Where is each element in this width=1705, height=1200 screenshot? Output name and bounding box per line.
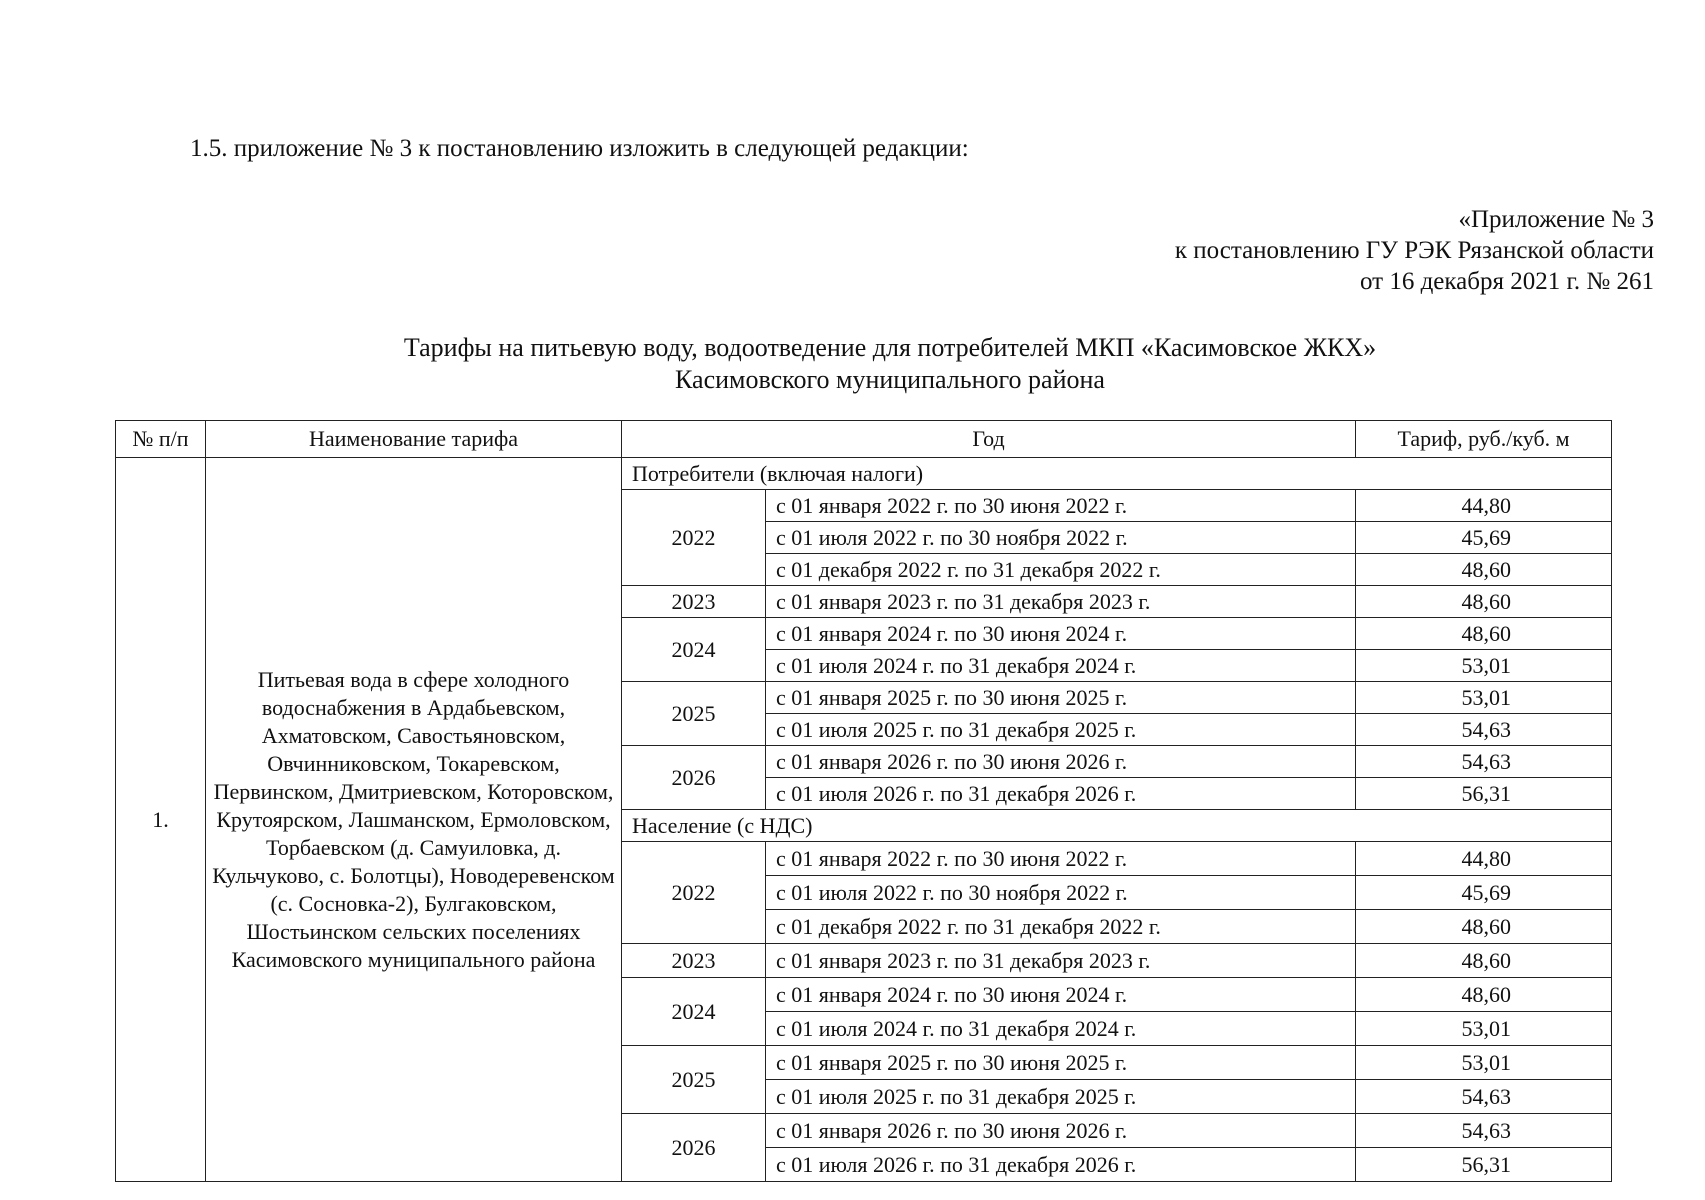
table-header-row: [116, 421, 1612, 458]
period-cell: с 01 июля 2026 г. по 31 декабря 2026 г.: [766, 778, 1356, 810]
tariff-value-cell: 48,60: [1356, 618, 1612, 650]
year-cell: 2024: [622, 978, 766, 1046]
appendix-line-2: к постановлению ГУ РЭК Рязанской области: [1174, 237, 1654, 264]
period-cell: с 01 января 2022 г. по 30 июня 2022 г.: [766, 490, 1356, 522]
year-cell: 2022: [622, 490, 766, 586]
period-cell: с 01 января 2025 г. по 30 июня 2025 г.: [766, 682, 1356, 714]
consumer-group-label: Потребители (включая налоги): [622, 458, 1612, 490]
tariff-value-cell: 44,80: [1356, 490, 1612, 522]
header-name: Наименование тарифа: [206, 421, 622, 458]
year-cell: 2022: [622, 842, 766, 944]
tariff-value-cell: 48,60: [1356, 586, 1612, 618]
tariff-value-cell: 53,01: [1356, 1046, 1612, 1080]
tariff-value-cell: 45,69: [1356, 876, 1612, 910]
period-cell: с 01 января 2024 г. по 30 июня 2024 г.: [766, 618, 1356, 650]
period-cell: с 01 января 2026 г. по 30 июня 2026 г.: [766, 746, 1356, 778]
header-tariff: Тариф, руб./куб. м: [1356, 421, 1612, 458]
tariff-value-cell: 56,31: [1356, 1148, 1612, 1182]
table-body: [116, 458, 1612, 1182]
period-cell: с 01 января 2026 г. по 30 июня 2026 г.: [766, 1114, 1356, 1148]
period-cell: с 01 января 2024 г. по 30 июня 2024 г.: [766, 978, 1356, 1012]
tariff-value-cell: 54,63: [1356, 1114, 1612, 1148]
year-cell: 2024: [622, 618, 766, 682]
appendix-line-1: «Приложение № 3: [1458, 206, 1654, 233]
period-cell: с 01 января 2022 г. по 30 июня 2022 г.: [766, 842, 1356, 876]
year-cell: 2023: [622, 586, 766, 618]
header-num: № п/п: [116, 421, 206, 458]
tariff-value-cell: 54,63: [1356, 746, 1612, 778]
tariff-name: Питьевая вода в сфере холодного водоснабжения в Ардабьевском, Ахматовском, Савостьяновском, Овчинниковском, Токаревском, Первинском, Дмитриевском, Которовском, Крутоярском, Лашманском, Ермоловском, Торбаевском (д. Самуиловка, д. Кульчуково, с. Болотцы), Новодеревенском (с. Сосновка-2), Булгаковском, Шостьинском сельских поселениях Касимовского муниципального района: [206, 458, 622, 1182]
header-year: Год: [622, 421, 1356, 458]
year-cell: 2026: [622, 1114, 766, 1182]
tariff-table: [115, 420, 1612, 1182]
appendix-reference: [1175, 204, 1654, 297]
consumer-group-label: Население (с НДС): [622, 810, 1612, 842]
tariff-value-cell: 53,01: [1356, 1012, 1612, 1046]
tariff-value-cell: 48,60: [1356, 910, 1612, 944]
tariff-value-cell: 48,60: [1356, 978, 1612, 1012]
tariff-value-cell: 44,80: [1356, 842, 1612, 876]
title-line-2: Касимовского муниципального района: [675, 365, 1105, 394]
group-header-row: [116, 458, 1612, 490]
tariff-value-cell: 53,01: [1356, 650, 1612, 682]
title-line-1: Тарифы на питьевую воду, водоотведение для потребителей МКП «Касимовское ЖКХ»: [403, 333, 1377, 362]
tariff-value-cell: 53,01: [1356, 682, 1612, 714]
tariff-value-cell: 48,60: [1356, 944, 1612, 978]
tariff-value-cell: 48,60: [1356, 554, 1612, 586]
year-cell: 2025: [622, 1046, 766, 1114]
period-cell: с 01 июля 2025 г. по 31 декабря 2025 г.: [766, 714, 1356, 746]
period-cell: с 01 июля 2024 г. по 31 декабря 2024 г.: [766, 650, 1356, 682]
period-cell: с 01 июля 2026 г. по 31 декабря 2026 г.: [766, 1148, 1356, 1182]
tariff-value-cell: 54,63: [1356, 1080, 1612, 1114]
period-cell: с 01 декабря 2022 г. по 31 декабря 2022 г.: [766, 910, 1356, 944]
year-cell: 2026: [622, 746, 766, 810]
period-cell: с 01 января 2023 г. по 31 декабря 2023 г.: [766, 586, 1356, 618]
period-cell: с 01 июля 2022 г. по 30 ноября 2022 г.: [766, 876, 1356, 910]
period-cell: с 01 декабря 2022 г. по 31 декабря 2022 г.: [766, 554, 1356, 586]
year-cell: 2025: [622, 682, 766, 746]
tariff-value-cell: 56,31: [1356, 778, 1612, 810]
period-cell: с 01 июля 2025 г. по 31 декабря 2025 г.: [766, 1080, 1356, 1114]
row-number: 1.: [116, 458, 206, 1182]
document-title: [0, 332, 1705, 396]
period-cell: с 01 января 2023 г. по 31 декабря 2023 г.: [766, 944, 1356, 978]
appendix-line-3: от 16 декабря 2021 г. № 261: [1359, 268, 1654, 295]
period-cell: с 01 января 2025 г. по 30 июня 2025 г.: [766, 1046, 1356, 1080]
year-cell: 2023: [622, 944, 766, 978]
tariff-value-cell: 45,69: [1356, 522, 1612, 554]
period-cell: с 01 июля 2022 г. по 30 ноября 2022 г.: [766, 522, 1356, 554]
period-cell: с 01 июля 2024 г. по 31 декабря 2024 г.: [766, 1012, 1356, 1046]
intro-paragraph: 1.5. приложение № 3 к постановлению изложить в следующей редакции:: [190, 135, 969, 162]
tariff-value-cell: 54,63: [1356, 714, 1612, 746]
